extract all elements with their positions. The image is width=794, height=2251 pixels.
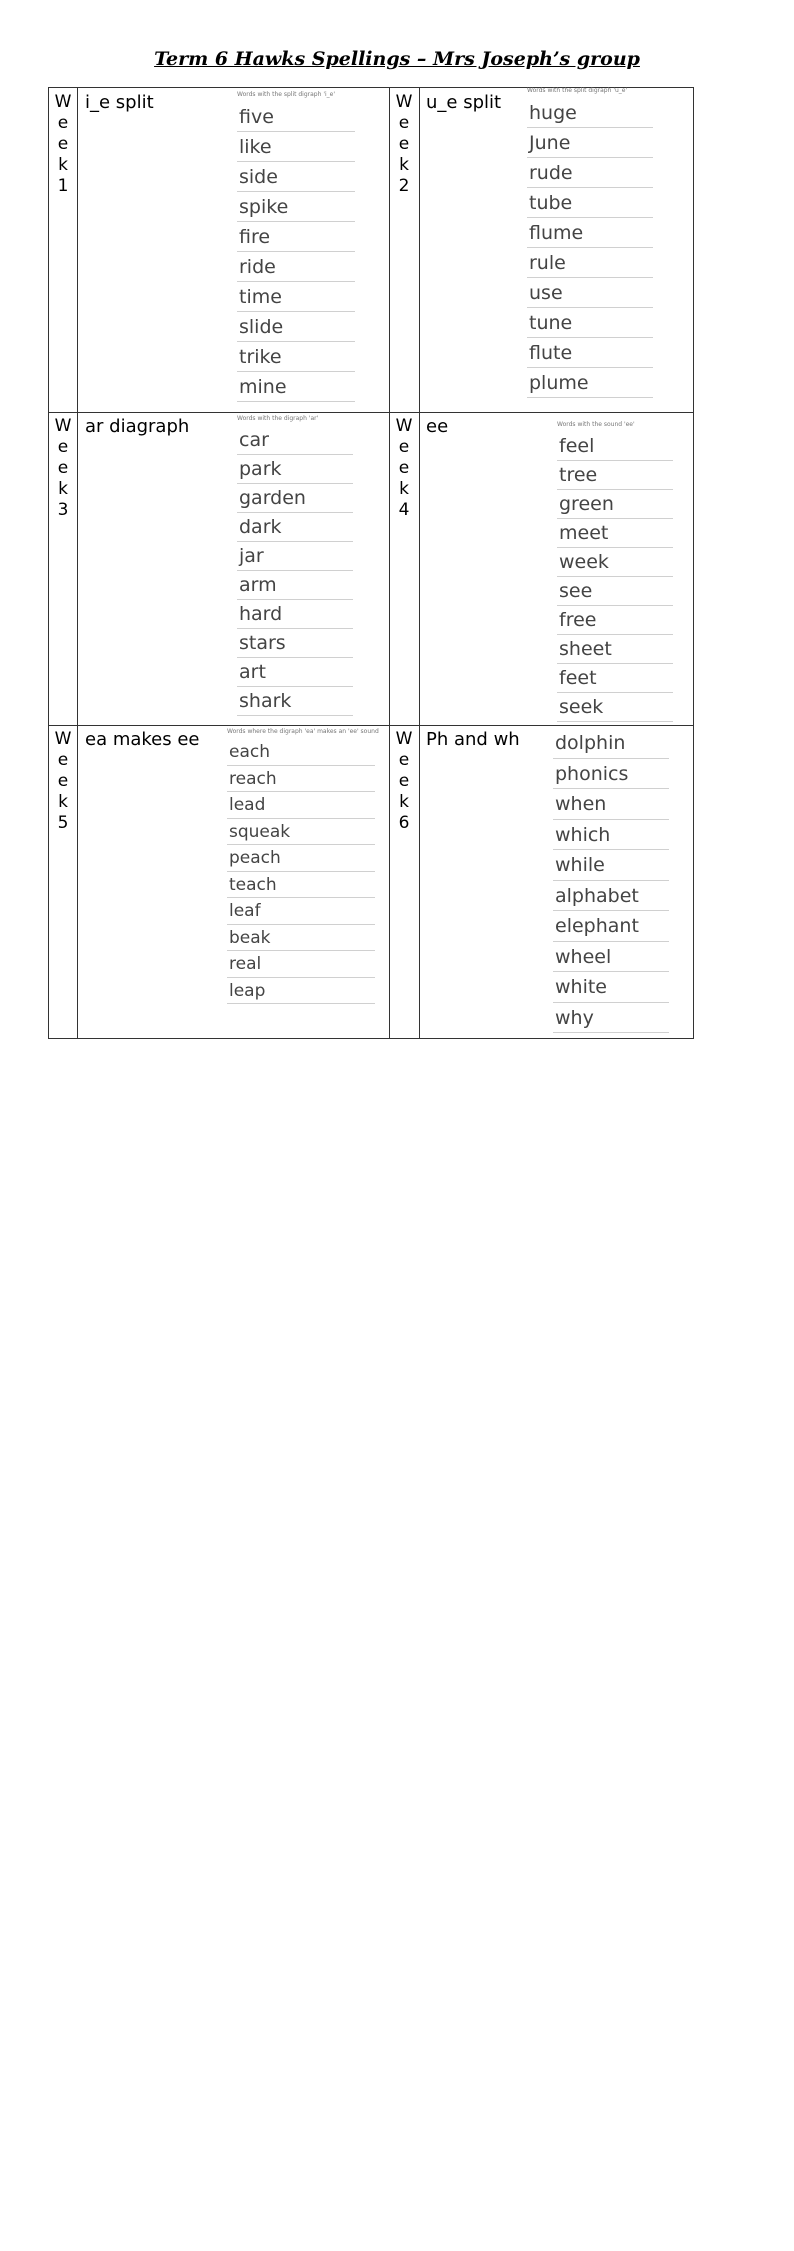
column-divider [419,88,420,1038]
week-letter: e [398,134,410,154]
week-letter: W [54,416,72,436]
spelling-word: squeak [227,819,375,846]
week-letter: e [57,134,69,154]
spelling-word: when [553,789,669,820]
spelling-word: leap [227,978,375,1005]
week-4-word-list [557,420,673,722]
spelling-word: dolphin [553,728,669,759]
word-list-caption: Words with the split digraph 'u_e' [527,87,628,94]
spelling-word: beak [227,925,375,952]
week-letter: e [398,750,410,770]
spelling-word: shark [237,687,353,716]
spelling-word: teach [227,872,375,899]
spelling-word: dark [237,513,353,542]
week-number: 5 [57,813,69,833]
week-2-word-list [527,86,653,398]
spelling-word: free [557,606,673,635]
spelling-word: sheet [557,635,673,664]
week-letter: k [399,792,409,812]
week-letter: e [57,750,69,770]
column-divider [389,88,390,1038]
week-letter: k [58,479,68,499]
week-letter: W [54,729,72,749]
spelling-word: mine [237,372,355,402]
week-1-sound: i_e split [85,92,154,113]
spelling-word: arm [237,571,353,600]
week-letter: k [58,792,68,812]
spelling-word: which [553,820,669,851]
spelling-word: reach [227,766,375,793]
week-3-label [53,416,73,521]
week-number: 6 [398,813,410,833]
spelling-word: flume [527,218,653,248]
spelling-word: wheel [553,942,669,973]
spelling-word: seek [557,693,673,722]
week-letter: W [395,416,413,436]
week-letter: e [398,113,410,133]
week-number: 3 [57,500,69,520]
week-number: 1 [57,176,69,196]
week-letter: e [57,437,69,457]
spelling-word: peach [227,845,375,872]
row-divider [49,412,693,413]
spelling-word: why [553,1003,669,1034]
week-5-label [53,729,73,834]
spelling-word: side [237,162,355,192]
week-number: 4 [398,500,410,520]
spelling-word: garden [237,484,353,513]
week-letter: e [398,437,410,457]
week-6-label [394,729,414,834]
week-letter: e [57,771,69,791]
word-list-caption: Words with the digraph 'ar' [237,415,319,422]
spelling-word: feel [557,432,673,461]
spelling-word: use [527,278,653,308]
week-3-word-list [237,414,353,716]
page-title: Term 6 Hawks Spellings – Mrs Joseph’s group [154,48,640,70]
spelling-word: while [553,850,669,881]
week-number: 2 [398,176,410,196]
week-letter: W [395,729,413,749]
spelling-word: time [237,282,355,312]
row-divider [49,725,693,726]
spelling-word: tune [527,308,653,338]
spelling-word: slide [237,312,355,342]
spelling-word: huge [527,98,653,128]
spelling-word: phonics [553,759,669,790]
spelling-word: car [237,426,353,455]
spelling-word: flute [527,338,653,368]
column-divider [77,88,78,1038]
week-5-sound: ea makes ee [85,729,200,750]
spelling-word: rule [527,248,653,278]
week-1-label [53,92,73,197]
spelling-word: five [237,102,355,132]
spelling-word: spike [237,192,355,222]
spelling-word: each [227,739,375,766]
word-list-caption: Words with the sound 'ee' [557,421,635,428]
spelling-word: lead [227,792,375,819]
week-2-label [394,92,414,197]
spelling-word: rude [527,158,653,188]
spelling-word: white [553,972,669,1003]
week-letter: W [395,92,413,112]
spelling-word: elephant [553,911,669,942]
spelling-word: June [527,128,653,158]
week-letter: e [57,113,69,133]
week-letter: e [398,458,410,478]
spellings-table [48,87,694,1039]
spelling-word: leaf [227,898,375,925]
week-2-sound: u_e split [426,92,502,113]
spelling-word: art [237,658,353,687]
week-4-label [394,416,414,521]
spelling-word: tree [557,461,673,490]
spelling-word: feet [557,664,673,693]
week-6-sound: Ph and wh [426,729,520,750]
week-letter: k [399,479,409,499]
spelling-word: trike [237,342,355,372]
spelling-word: alphabet [553,881,669,912]
spelling-word: park [237,455,353,484]
week-4-sound: ee [426,416,449,437]
word-list-caption: Words where the digraph 'ea' makes an 'ee' sound [227,728,379,735]
spelling-word: stars [237,629,353,658]
spelling-word: meet [557,519,673,548]
week-6-word-list [553,728,669,1033]
spelling-word: jar [237,542,353,571]
week-letter: e [57,458,69,478]
spelling-word: see [557,577,673,606]
spelling-word: hard [237,600,353,629]
spelling-word: real [227,951,375,978]
spelling-word: ride [237,252,355,282]
spelling-word: fire [237,222,355,252]
week-1-word-list [237,90,355,402]
week-3-sound: ar diagraph [85,416,190,437]
spelling-word: plume [527,368,653,398]
week-letter: k [399,155,409,175]
spelling-word: tube [527,188,653,218]
week-letter: e [398,771,410,791]
week-letter: k [58,155,68,175]
word-list-caption: Words with the split digraph 'i_e' [237,91,335,98]
week-letter: W [54,92,72,112]
spelling-word: week [557,548,673,577]
week-5-word-list [227,727,379,1004]
spelling-word: green [557,490,673,519]
spelling-word: like [237,132,355,162]
